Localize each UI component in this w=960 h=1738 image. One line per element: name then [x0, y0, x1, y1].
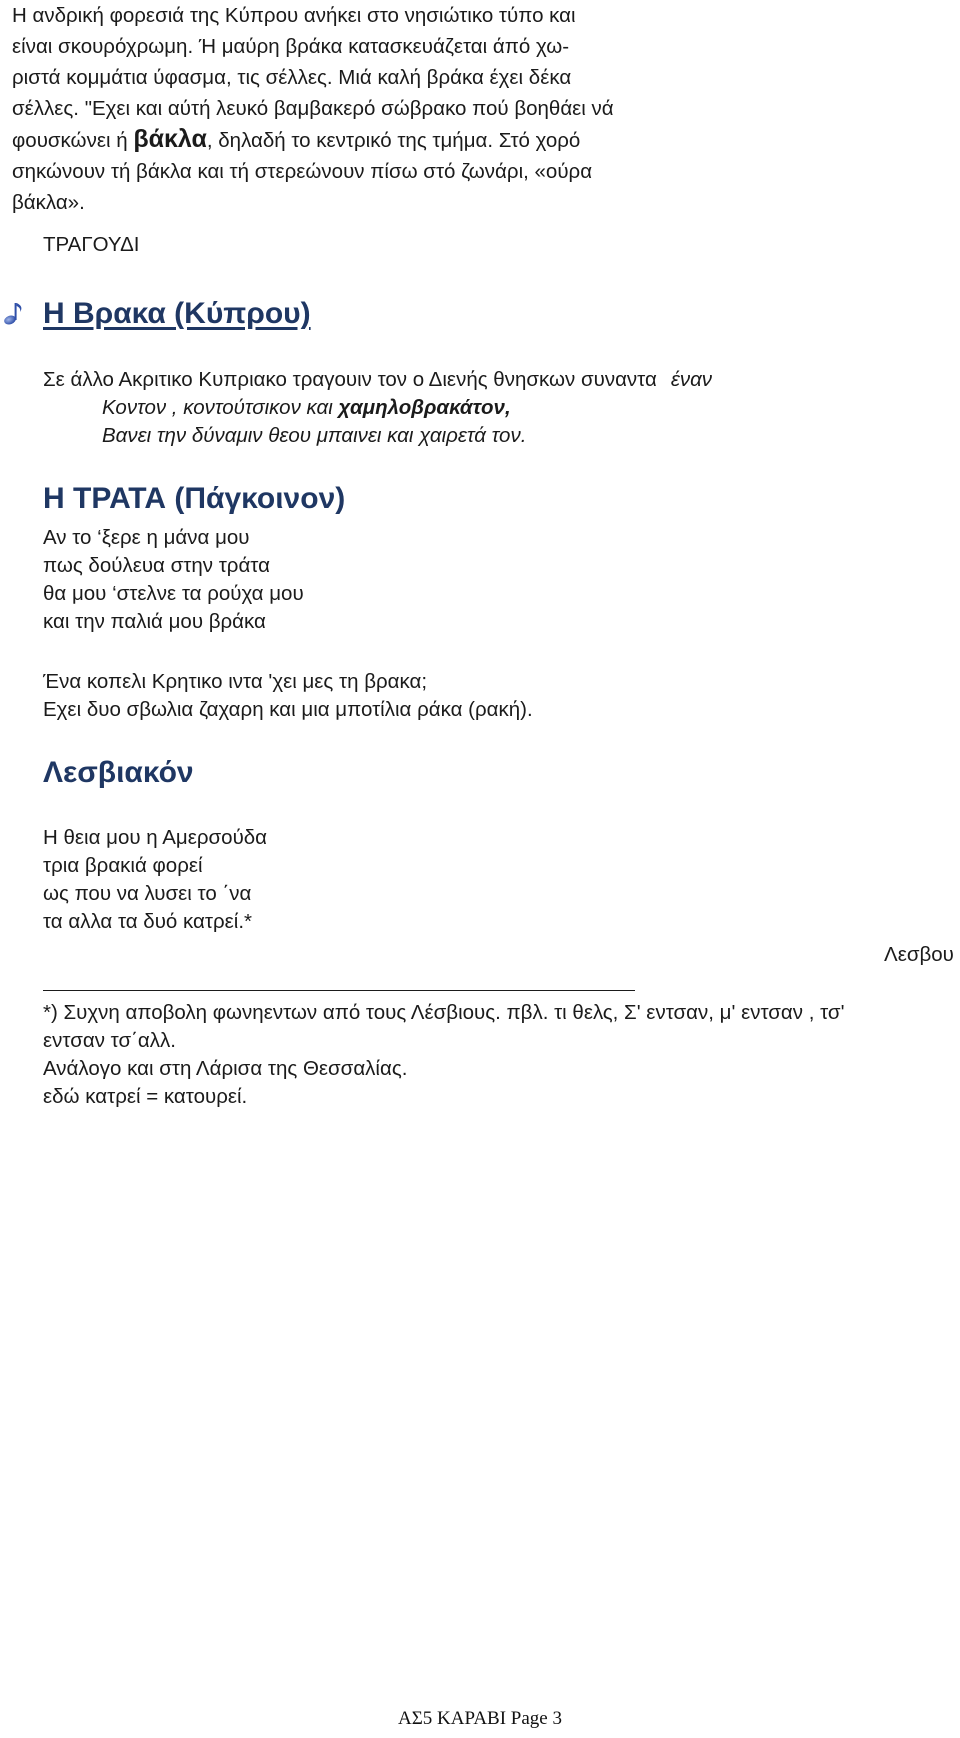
vraka-text: Σε άλλο Ακριτικο Κυπριακο τραγουιν τον ο Διενής θνησκων συναντα — [43, 368, 657, 391]
lesvos-verse: τα αλλα τα δυό κατρεί.* — [43, 910, 252, 933]
riddle-line: Εχει δυο σβωλια ζαχαρη και μια μποτίλια ράκα (ρακή). — [43, 698, 533, 721]
intro-line: σηκώνουν τή βάκλα και τή στερεώνουν πίσω στό ζωνάρι, «ούρα — [12, 160, 593, 183]
intro-emphasis-vakla: βάκλα — [133, 125, 207, 153]
intro-line: σέλλες. "Εχει και αύτή λευκό βαμβακερό σώβρακο πού βοηθάει νά — [12, 97, 614, 120]
song-label: ΤΡΑΓΟΥΔΙ — [43, 233, 140, 256]
vraka-text: Κοντον , κοντούτσικον και — [102, 396, 339, 419]
trata-verse: και την παλιά μου βράκα — [43, 610, 266, 633]
section-title-lesvos: Λεσβιακόν — [43, 756, 194, 789]
vraka-line-2 — [102, 394, 511, 422]
lesvos-verse: τρια βρακιά φορεί — [43, 854, 203, 877]
vraka-line-3: Βανει την δύναμιν θεου μπαινει και χαιρετά τον. — [102, 424, 527, 447]
footnote-line: Ανάλογο και στη Λάρισα της Θεσσαλίας. — [43, 1057, 408, 1080]
intro-line — [12, 124, 712, 156]
intro-line: Η ανδρική φορεσιά της Κύπρου ανήκει στο νησιώτικο τύπο και — [12, 4, 576, 27]
footnote-divider — [43, 990, 635, 991]
music-note-icon[interactable] — [2, 300, 24, 326]
lesvos-verse: ως που να λυσει το ΄να — [43, 882, 252, 905]
intro-line: είναι σκουρόχρωμη. Ή μαύρη βράκα κατασκευάζεται άπό χω- — [12, 35, 570, 58]
vraka-emphasis: χαμηλοβρακάτον, — [338, 396, 511, 419]
lesvos-attribution: Λεσβου — [884, 943, 954, 966]
lesvos-verse: Η θεια μου η Αμερσούδα — [43, 826, 268, 849]
section-title-trata: Η ΤΡΑΤΑ (Πάγκοινον) — [43, 482, 346, 515]
intro-text: , δηλαδή το κεντρικό της τμήμα. Στό χορό — [206, 129, 581, 152]
footnote-line: εδώ κατρεί = κατουρεί. — [43, 1085, 248, 1108]
riddle-line: Ένα κοπελι Κρητικο ιντα 'χει μες τη βρακα; — [43, 670, 428, 693]
trata-verse: θα μου ‘στελνε τα ρούχα μου — [43, 582, 304, 605]
vraka-line-1 — [43, 366, 712, 394]
vraka-text-italic: έναν — [670, 368, 713, 391]
intro-line: ριστά κομμάτια ύφασμα, τις σέλλες. Μιά καλή βράκα έχει δέκα — [12, 66, 572, 89]
footnote-line: *) Συχνη αποβολη φωνηεντων από τους Λέσβιους. πβλ. τι θελς, Σ' εντσαν, μ' εντσαν , τσ' — [43, 1001, 845, 1024]
intro-line: βάκλα». — [12, 191, 85, 214]
footnote-line: εντσαν τσ΄αλλ. — [43, 1029, 176, 1052]
page-footer: ΑΣ5 ΚΑΡΑΒΙ Page 3 — [398, 1708, 562, 1729]
trata-verse: πως δούλευα στην τράτα — [43, 554, 270, 577]
trata-verse: Αν το ‘ξερε η μάνα μου — [43, 526, 250, 549]
intro-paragraph — [12, 0, 712, 218]
intro-text: φουσκώνει ή — [12, 129, 134, 152]
section-title-vraka: Η Βρακα (Κύπρου) — [43, 297, 311, 330]
